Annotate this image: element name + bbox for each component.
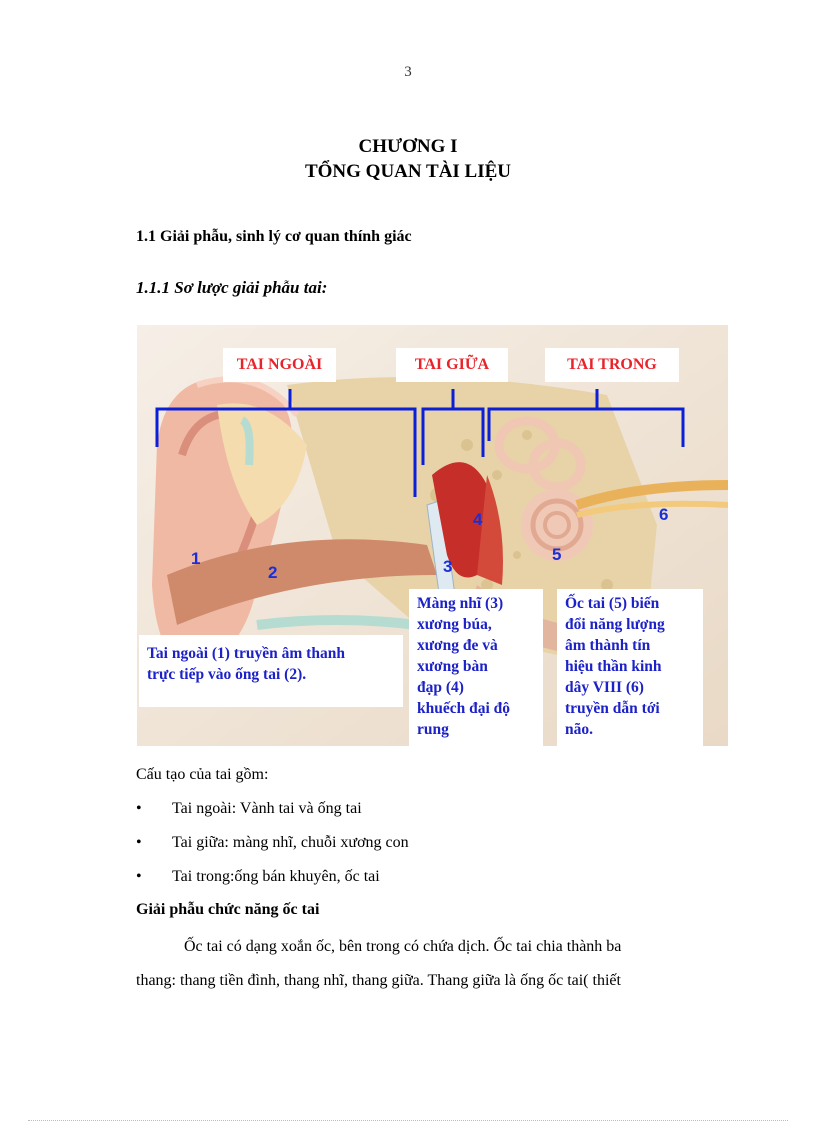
section-heading-1-1: 1.1 Giải phẫu, sinh lý cơ quan thính giác — [136, 228, 412, 245]
page-bottom-divider — [28, 1120, 788, 1121]
ear-anatomy-figure — [137, 325, 728, 746]
label-middle-ear: TAI GIỮA — [396, 348, 508, 382]
number-5: 5 — [552, 545, 562, 564]
paragraph-line: thang: thang tiền đình, thang nhĩ, thang giữa. Thang giữa là ống ốc tai( thiết — [136, 972, 621, 989]
intro-text: Cấu tạo của tai gồm: — [136, 766, 269, 783]
label-outer-ear: TAI NGOÀI — [223, 348, 336, 382]
number-1: 1 — [191, 549, 201, 568]
bullet-item: • Tai trong:ống bán khuyên, ốc tai — [136, 868, 380, 885]
bullet-dot-icon: • — [136, 868, 142, 885]
chapter-number: CHƯƠNG I — [358, 136, 458, 157]
number-2: 2 — [268, 563, 278, 582]
body-paragraph — [136, 930, 738, 998]
section-heading-1-1-1: 1.1.1 Sơ lược giải phẫu tai: — [136, 278, 328, 297]
caption-middle-ear: Màng nhĩ (3) xương búa, xương đe và xương bàn đạp (4) khuếch đại độ rung — [409, 589, 543, 746]
caption-inner-ear: Ốc tai (5) biến đổi năng lượng âm thành tín hiệu thần kinh dây VIII (6) truyền dẫn tới não. — [557, 589, 703, 746]
number-4: 4 — [473, 510, 483, 529]
label-inner-ear: TAI TRONG — [545, 348, 679, 382]
paragraph-line: Ốc tai có dạng xoắn ốc, bên trong có chứa dịch. Ốc tai chia thành ba — [184, 938, 622, 955]
caption-outer-ear: Tai ngoài (1) truyền âm thanh trực tiếp vào ống tai (2). — [139, 635, 403, 707]
page-number: 3 — [404, 64, 412, 80]
bullet-item: • Tai giữa: màng nhĩ, chuỗi xương con — [136, 834, 409, 851]
bullet-dot-icon: • — [136, 834, 142, 851]
chapter-name: TỔNG QUAN TÀI LIỆU — [304, 161, 512, 182]
bullet-item: • Tai ngoài: Vành tai và ống tai — [136, 800, 362, 817]
number-6: 6 — [659, 505, 669, 524]
bullet-dot-icon: • — [136, 800, 142, 817]
chapter-title — [0, 134, 816, 184]
number-3: 3 — [443, 557, 453, 576]
subheading: Giải phẫu chức năng ốc tai — [136, 901, 320, 918]
